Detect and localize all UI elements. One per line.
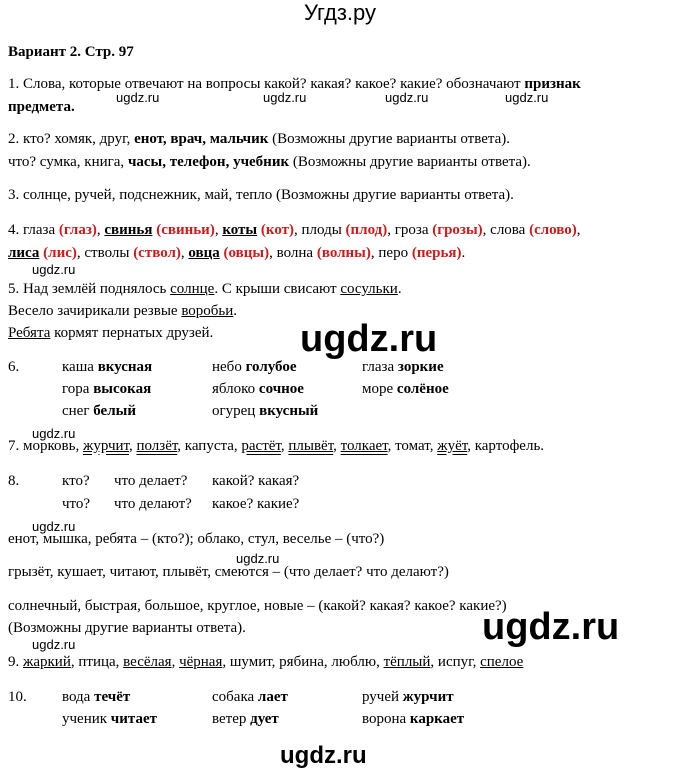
watermark: ugdz.ru <box>32 519 76 534</box>
watermark: ugdz.ru <box>32 637 76 652</box>
text-bold: вкусная <box>97 359 153 375</box>
word-form: (плод) <box>345 222 388 238</box>
word-form: (кот) <box>260 222 294 238</box>
question: что? <box>62 496 91 512</box>
text: картофель. <box>474 438 545 454</box>
text: что? сумка, книга, <box>8 154 128 170</box>
page-title: Вариант 2. Стр. 97 <box>8 44 134 60</box>
cell <box>362 381 449 398</box>
cell <box>362 711 464 728</box>
answer-5-line-2 <box>8 303 237 320</box>
text-bold: сочное <box>258 381 304 397</box>
cell <box>62 403 136 420</box>
text: капуста <box>184 438 234 454</box>
cell <box>62 689 130 706</box>
answer-10-number: 10. <box>8 689 27 705</box>
text: шумит <box>229 654 272 670</box>
answer-1-line-2: предмета. <box>8 99 75 115</box>
question: какое? какие? <box>212 496 300 512</box>
text: небо <box>212 359 246 375</box>
cell <box>212 403 318 420</box>
text-bold: каркает <box>409 711 465 727</box>
adjective: тёплый <box>383 654 431 670</box>
word: плоды <box>301 222 342 238</box>
word: волна <box>276 245 314 261</box>
subject: воробьи <box>181 303 234 319</box>
text: 7. морковь, <box>8 438 83 454</box>
text: 4. <box>8 222 23 238</box>
cell <box>212 689 288 706</box>
text: томат <box>395 438 430 454</box>
answer-4-line-2: лиса (лис), стволы (ствол), овца (овцы), волна (волны), перо (перья). <box>8 245 466 261</box>
answer-8-line-3: солнечный, быстрая, большое, круглое, новые – (какой? какая? какое? какие?) <box>8 598 507 614</box>
text: . <box>233 303 238 319</box>
word-form: (ствол) <box>133 245 181 261</box>
watermark: ugdz.ru <box>116 90 160 105</box>
answer-2-line-1 <box>8 131 510 148</box>
watermark: ugdz.ru <box>263 90 307 105</box>
text-bold: журчит <box>402 689 454 705</box>
cell <box>362 689 454 706</box>
word: стволы <box>84 245 130 261</box>
answer-4-line-1: 4. глаза (глаз), свинья (свиньи), коты (кот), плоды (плод), гроза (грозы), слова (слово), <box>8 222 581 238</box>
subject: Ребята <box>8 325 51 341</box>
text: вода <box>62 689 95 705</box>
text-bold: читает <box>110 711 157 727</box>
text: ворона <box>362 711 410 727</box>
text: (Возможны другие варианты ответа). <box>268 131 511 147</box>
adjective: жаркий <box>23 654 71 670</box>
text: рябина <box>279 654 324 670</box>
text: испуг <box>437 654 473 670</box>
text-bold: енот, врач, мальчик <box>134 131 269 147</box>
text: люблю <box>331 654 377 670</box>
adjective: спелое <box>480 654 524 670</box>
text: гора <box>62 381 94 397</box>
watermark-large: ugdz.ru <box>300 318 438 360</box>
text: 5. Над землёй поднялось <box>8 281 171 297</box>
cell <box>362 359 444 376</box>
text: (Возможны другие варианты ответа). <box>289 154 531 170</box>
text-bold: зоркие <box>397 359 444 375</box>
text-bold: высокая <box>93 381 152 397</box>
watermark: ugdz.ru <box>505 90 549 105</box>
text: глаза <box>362 359 398 375</box>
word: коты <box>222 222 258 238</box>
watermark: ugdz.ru <box>32 262 76 277</box>
verb: жуёт <box>437 438 468 454</box>
question: какой? какая? <box>212 473 300 489</box>
text: Весело зачирикали резвые <box>8 303 182 319</box>
cell <box>62 381 151 398</box>
text-bold: течёт <box>94 689 131 705</box>
text-bold: голубое <box>245 359 297 375</box>
verb: ползёт <box>136 438 178 454</box>
text-bold: солёное <box>396 381 449 397</box>
verb: плывёт <box>288 438 334 454</box>
text: собака <box>212 689 258 705</box>
subject: сосульки <box>340 281 398 297</box>
answer-8-number: 8. <box>8 473 20 489</box>
answer-5-line-1 <box>8 281 402 298</box>
text: яблоко <box>212 381 259 397</box>
text: снег <box>62 403 94 419</box>
word-form: (глаз) <box>58 222 97 238</box>
cell <box>62 359 152 376</box>
text: ученик <box>62 711 111 727</box>
watermark: ugdz.ru <box>385 90 429 105</box>
text: ветер <box>212 711 251 727</box>
word: слова <box>490 222 526 238</box>
word: перо <box>378 245 409 261</box>
cell <box>212 381 304 398</box>
text-bold: дует <box>250 711 279 727</box>
text: птица <box>78 654 116 670</box>
cell <box>212 711 279 728</box>
answer-8-line-2: грызёт, кушает, читают, плывёт, смеются – (что делает? что делают?) <box>8 564 449 580</box>
cell <box>62 711 157 728</box>
adjective: весёлая <box>123 654 172 670</box>
word-form: (свиньи) <box>156 222 215 238</box>
word-form: (лис) <box>43 245 77 261</box>
word-form: (овцы) <box>223 245 270 261</box>
word-form: (грозы) <box>432 222 483 238</box>
watermark-bottom: ugdz.ru <box>280 742 367 769</box>
verb: растёт <box>241 438 281 454</box>
text: . С крыши свисают <box>214 281 341 297</box>
word-form: (перья) <box>411 245 462 261</box>
text-bold: белый <box>93 403 136 419</box>
answer-1-text: 1. Слова, которые отвечают на вопросы какой? какая? какое? какие? обозначают <box>8 76 525 92</box>
word: глаза <box>23 222 56 238</box>
word: свинья <box>104 222 153 238</box>
text: кормят пернатых друзей. <box>50 325 214 341</box>
verb: журчит <box>82 438 129 454</box>
question: что делают? <box>114 496 192 512</box>
cell <box>212 359 297 376</box>
question: что делает? <box>114 473 188 489</box>
answer-7: 7. морковь, журчит, ползёт, капуста, растёт, плывёт, толкает, томат, жуёт, картофель. <box>8 438 545 454</box>
word-form: (слово) <box>529 222 577 238</box>
text-bold: вкусный <box>259 403 319 419</box>
subject: солнце <box>170 281 215 297</box>
watermark: ugdz.ru <box>236 551 280 566</box>
word: лиса <box>8 245 40 261</box>
verb: толкает <box>340 438 388 454</box>
text-bold: часы, телефон, учебник <box>127 154 290 170</box>
answer-2-line-2 <box>8 154 531 171</box>
answer-5-line-3 <box>8 325 213 342</box>
word-form: (волны) <box>316 245 371 261</box>
question: кто? <box>62 473 90 489</box>
answer-6-number: 6. <box>8 359 20 375</box>
text: . <box>397 281 402 297</box>
text: 9. <box>8 654 23 670</box>
word: гроза <box>394 222 429 238</box>
text-bold: лает <box>257 689 288 705</box>
answer-1-bold: признак <box>524 76 581 92</box>
text: каша <box>62 359 98 375</box>
answer-8-line-1: енот, мышка, ребята – (кто?); облако, стул, веселье – (что?) <box>8 531 385 547</box>
text: 2. кто? хомяк, друг, <box>8 131 135 147</box>
answer-9: 9. жаркий, птица, весёлая, чёрная, шумит, рябина, люблю, тёплый, испуг, спелое <box>8 654 524 670</box>
watermark-large: ugdz.ru <box>482 606 620 648</box>
text: море <box>362 381 397 397</box>
answer-8-line-4: (Возможны другие варианты ответа). <box>8 620 246 636</box>
word: овца <box>188 245 220 261</box>
adjective: чёрная <box>179 654 223 670</box>
site-header: Угдз.ру <box>303 0 377 25</box>
text: ручей <box>362 689 403 705</box>
text: огурец <box>212 403 260 419</box>
answer-3: 3. солнце, ручей, подснежник, май, тепло (Возможны другие варианты ответа). <box>8 187 514 203</box>
watermark: ugdz.ru <box>32 426 76 441</box>
